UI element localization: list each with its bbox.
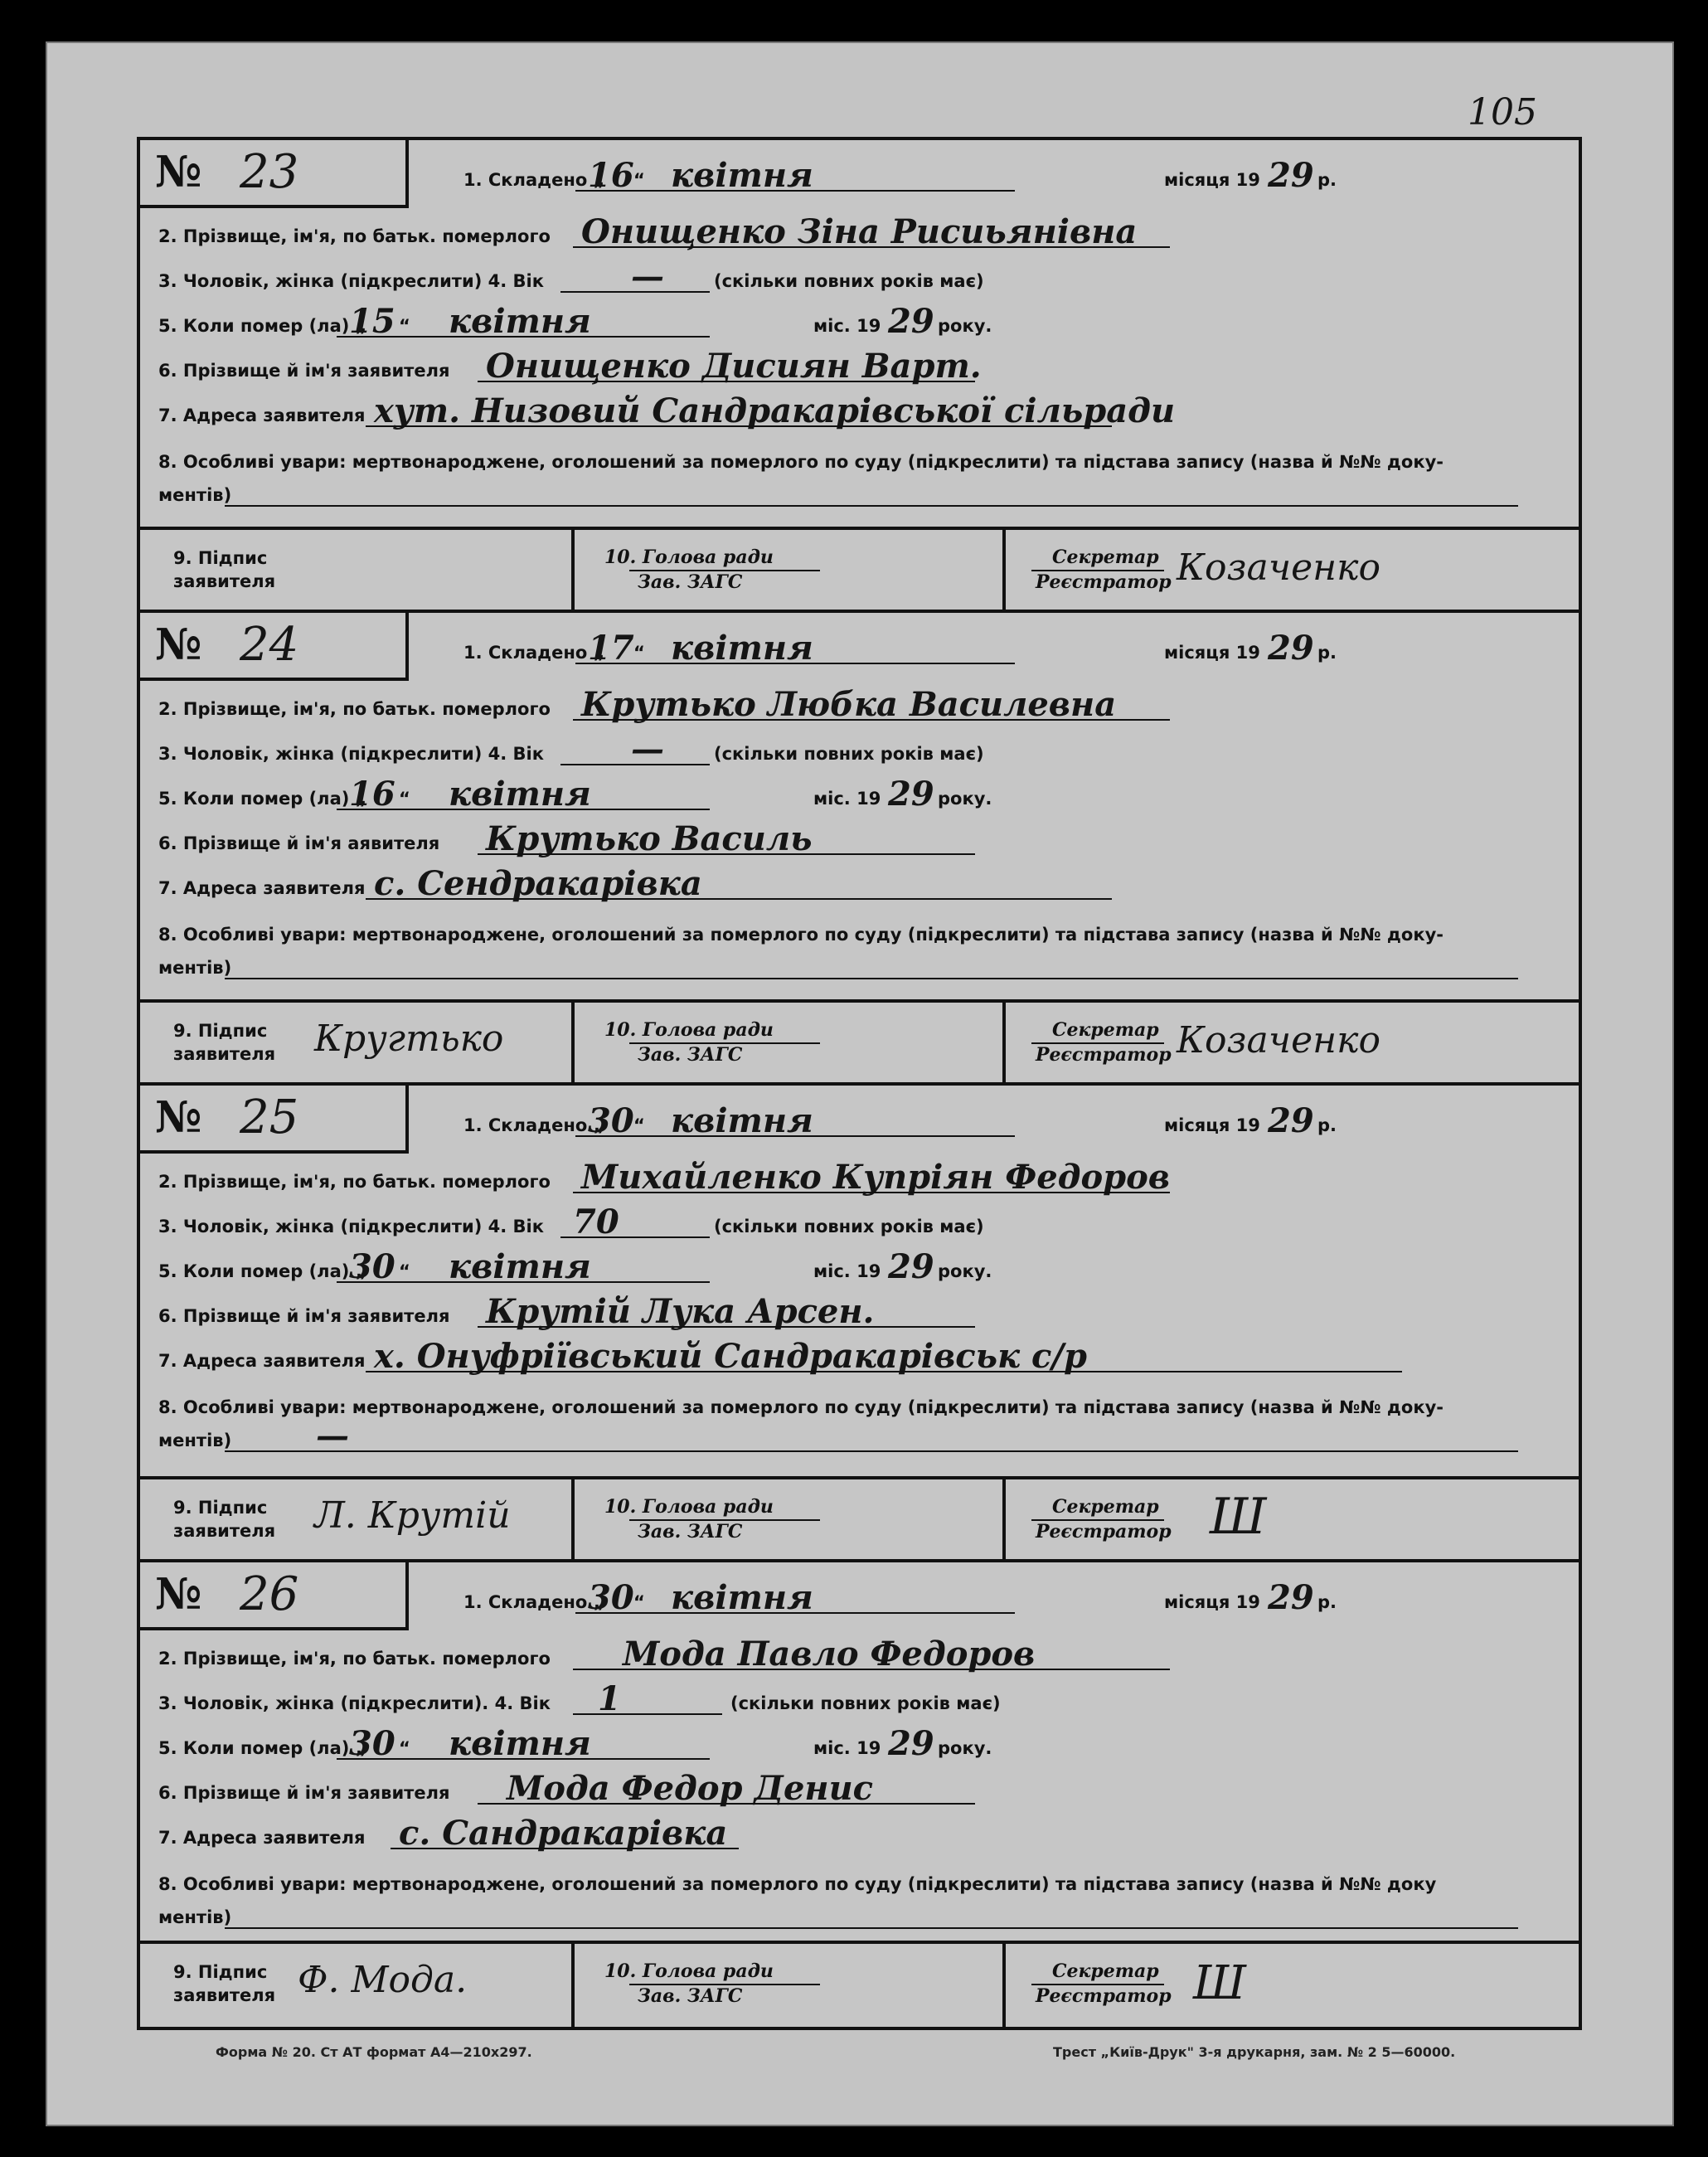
deceased-name: Михайленко Купріян Федоров bbox=[581, 1158, 1171, 1197]
compiled-month: квітня bbox=[671, 1101, 813, 1140]
applicant-signature: Ф. Мода. bbox=[298, 1959, 468, 2001]
applicant-address: с. Сандракарівка bbox=[399, 1814, 728, 1853]
field-notes-cont: ментів) bbox=[158, 472, 1560, 512]
field-death-date: 5. Коли помер (ла) „ 15 “ квітня міс. 19 29 року. bbox=[158, 302, 992, 341]
death-year: 29 bbox=[888, 775, 934, 814]
signature-row bbox=[140, 527, 1579, 613]
record-number-box bbox=[140, 613, 409, 681]
page-number: 105 bbox=[1468, 91, 1537, 134]
compiled-day: 16 bbox=[588, 156, 634, 195]
form-footer-left: Форма № 20. Ст АТ формат А4—210х297. bbox=[216, 2044, 532, 2060]
head-cell: 10. Голова ради Зав. ЗАГС bbox=[571, 1479, 1006, 1562]
notes-value: — bbox=[316, 1416, 349, 1455]
death-year: 29 bbox=[888, 1724, 934, 1763]
number-sign: № bbox=[155, 1092, 202, 1143]
deceased-name: Онищенко Зіна Рисиьянівна bbox=[581, 212, 1138, 251]
registrar-signature: Козаченко bbox=[1177, 1019, 1380, 1061]
field-deceased-name: 2. Прізвище, ім'я, по батьк. померлого Онищенко Зіна Рисиьянівна bbox=[158, 213, 1560, 253]
death-month: квітня bbox=[449, 1724, 591, 1763]
field-notes-cont: ментів) bbox=[158, 945, 1560, 984]
field-deceased-name: 2. Прізвище, ім'я, по батьк. померлого Крутько Любка Василевна bbox=[158, 686, 1560, 726]
registrar-signature: Ш bbox=[1193, 1956, 1246, 2010]
death-year: 29 bbox=[888, 1247, 934, 1286]
registrar-cell: Секретар Реєстратор Козаченко bbox=[1002, 1003, 1579, 1086]
signature-row bbox=[140, 999, 1579, 1086]
applicant-address: с. Сендракарівка bbox=[374, 864, 702, 903]
head-cell: 10. Голова ради Зав. ЗАГС bbox=[571, 1003, 1006, 1086]
age: — bbox=[631, 730, 664, 769]
field-address: 7. Адреса заявителя х. Онуфріївський Сандракарівськ с/р bbox=[158, 1338, 1560, 1377]
applicant-signature-cell: 9. Підпис заявителя bbox=[140, 530, 575, 613]
death-day: 30 bbox=[349, 1247, 395, 1286]
record-number: 26 bbox=[240, 1567, 299, 1621]
applicant-name: Онищенко Дисиян Варт. bbox=[486, 347, 982, 386]
compiled-year: 29 bbox=[1268, 1578, 1314, 1617]
death-day: 16 bbox=[349, 775, 395, 814]
applicant-address: х. Онуфріївський Сандракарівськ с/р bbox=[374, 1337, 1087, 1376]
compiled-year: 29 bbox=[1268, 156, 1314, 195]
field-sex-age: 3. Чоловік, жінка (підкреслити) 4. Вік — (скільки повних років має) bbox=[158, 257, 984, 296]
record-number-box bbox=[140, 1086, 409, 1154]
death-day: 15 bbox=[349, 302, 395, 341]
field-death-date: 5. Коли помер (ла) „ 30 “ квітня міс. 19 29 року. bbox=[158, 1247, 992, 1286]
field-applicant: 6. Прізвище й ім'я заявителя Онищенко Дисиян Варт. bbox=[158, 347, 982, 386]
compiled-day: 30 bbox=[588, 1101, 634, 1140]
field-address: 7. Адреса заявителя с. Сандракарівка bbox=[158, 1815, 1560, 1854]
number-sign: № bbox=[155, 1569, 202, 1620]
death-month: квітня bbox=[449, 302, 591, 341]
field-compiled: 1. Складено „ 30 “ квітня місяця 19 29 р. bbox=[463, 1101, 1337, 1140]
age: 70 bbox=[573, 1202, 619, 1241]
applicant-signature-cell: 9. Підпис заявителя Ф. Мода. bbox=[140, 1944, 575, 2027]
deceased-name: Крутько Любка Василевна bbox=[581, 685, 1117, 724]
record-number-box bbox=[140, 140, 409, 208]
number-sign: № bbox=[155, 147, 202, 197]
field-notes: 8. Особливі увари: мертвонароджене, оголошений за померлого по суду (підкреслити) та підстава запису (назва й №№ доку bbox=[158, 1874, 1437, 1894]
death-year: 29 bbox=[888, 302, 934, 341]
field-notes: 8. Особливі увари: мертвонароджене, оголошений за померлого по суду (підкреслити) та підстава запису (назва й №№ доку- bbox=[158, 925, 1444, 945]
compiled-day: 30 bbox=[588, 1578, 634, 1617]
compiled-month: квітня bbox=[671, 1578, 813, 1617]
deceased-name: Мода Павло Федоров bbox=[623, 1635, 1036, 1674]
field-sex-age: 3. Чоловік, жінка (підкреслити). 4. Вік 1 (скільки повних років має) bbox=[158, 1679, 1001, 1718]
compiled-month: квітня bbox=[671, 629, 813, 668]
death-record-24 bbox=[137, 610, 1582, 1089]
field-notes-cont: ментів) bbox=[158, 1894, 1560, 1934]
compiled-day: 17 bbox=[588, 629, 634, 668]
death-record-25 bbox=[137, 1082, 1582, 1566]
death-month: квітня bbox=[449, 1247, 591, 1286]
applicant-signature: Л. Крутій bbox=[314, 1494, 511, 1537]
field-death-date: 5. Коли помер (ла) „ 16 “ квітня міс. 19 29 року. bbox=[158, 775, 992, 814]
age: 1 bbox=[598, 1679, 621, 1718]
field-notes: 8. Особливі увари: мертвонароджене, оголошений за померлого по суду (підкреслити) та підстава запису (назва й №№ доку- bbox=[158, 452, 1444, 472]
field-compiled: 1. Складено „ 16 “ квітня місяця 19 29 р. bbox=[463, 156, 1337, 195]
field-deceased-name: 2. Прізвище, ім'я, по батьк. померлого Михайленко Купріян Федоров bbox=[158, 1158, 1171, 1197]
signature-row bbox=[140, 1941, 1579, 2027]
record-number: 23 bbox=[240, 145, 299, 199]
field-sex-age: 3. Чоловік, жінка (підкреслити) 4. Вік 70 (скільки повних років має) bbox=[158, 1202, 984, 1241]
field-applicant: 6. Прізвище й ім'я заявителя Мода Федор Денис bbox=[158, 1770, 1560, 1810]
field-death-date: 5. Коли помер (ла) „ 30 “ квітня міс. 19 29 року. bbox=[158, 1724, 992, 1763]
field-applicant: 6. Прізвище й ім'я заявителя Крутій Лука Арсен. bbox=[158, 1293, 1560, 1333]
death-record-26 bbox=[137, 1559, 1582, 2030]
registrar-cell: Секретар Реєстратор Козаченко bbox=[1002, 530, 1579, 613]
death-month: квітня bbox=[449, 775, 591, 814]
age: — bbox=[631, 257, 664, 296]
form-footer-right: Трест „Київ-Друк" 3-я друкарня, зам. № 2 5—60000. bbox=[1053, 2044, 1456, 2060]
field-notes-cont: ментів) — bbox=[158, 1417, 1560, 1457]
applicant-signature-cell: 9. Підпис заявителя Л. Крутій bbox=[140, 1479, 575, 1562]
applicant-name: Мода Федор Денис bbox=[507, 1769, 874, 1808]
field-compiled: 1. Складено „ 30 “ квітня місяця 19 29 р. bbox=[463, 1578, 1337, 1617]
death-record-23 bbox=[137, 137, 1582, 616]
field-deceased-name: 2. Прізвище, ім'я, по батьк. померлого Мода Павло Федоров bbox=[158, 1635, 1560, 1675]
record-number-box bbox=[140, 1562, 409, 1630]
applicant-address: хут. Низовий Сандракарівської сільради bbox=[374, 391, 1176, 430]
head-cell: 10. Голова ради Зав. ЗАГС bbox=[571, 1944, 1006, 2027]
number-sign: № bbox=[155, 619, 202, 670]
record-number: 24 bbox=[240, 618, 299, 672]
death-day: 30 bbox=[349, 1724, 395, 1763]
registrar-signature: Ш bbox=[1210, 1488, 1267, 1546]
field-address: 7. Адреса заявителя с. Сендракарівка bbox=[158, 865, 1560, 905]
field-applicant: 6. Прізвище й ім'я аявителя Крутько Василь bbox=[158, 820, 1560, 860]
applicant-signature-cell: 9. Підпис заявителя Кругтько bbox=[140, 1003, 575, 1086]
registrar-signature: Козаченко bbox=[1177, 547, 1380, 589]
field-compiled: 1. Складено „ 17 “ квітня місяця 19 29 р. bbox=[463, 629, 1337, 668]
applicant-signature: Кругтько bbox=[314, 1018, 504, 1060]
registrar-cell: Секретар Реєстратор Ш bbox=[1002, 1479, 1579, 1562]
applicant-name: Крутько Василь bbox=[486, 819, 813, 858]
field-notes: 8. Особливі увари: мертвонароджене, оголошений за померлого по суду (підкреслити) та підстава запису (назва й №№ доку- bbox=[158, 1397, 1444, 1417]
signature-row bbox=[140, 1476, 1579, 1562]
field-address: 7. Адреса заявителя хут. Низовий Сандракарівської сільради bbox=[158, 391, 1176, 430]
applicant-name: Крутій Лука Арсен. bbox=[486, 1292, 875, 1331]
compiled-year: 29 bbox=[1268, 1101, 1314, 1140]
compiled-month: квітня bbox=[671, 156, 813, 195]
head-cell: 10. Голова ради Зав. ЗАГС bbox=[571, 530, 1006, 613]
field-sex-age: 3. Чоловік, жінка (підкреслити) 4. Вік — (скільки повних років має) bbox=[158, 730, 984, 769]
registrar-cell: Секретар Реєстратор Ш bbox=[1002, 1944, 1579, 2027]
compiled-year: 29 bbox=[1268, 629, 1314, 668]
record-number: 25 bbox=[240, 1091, 299, 1144]
